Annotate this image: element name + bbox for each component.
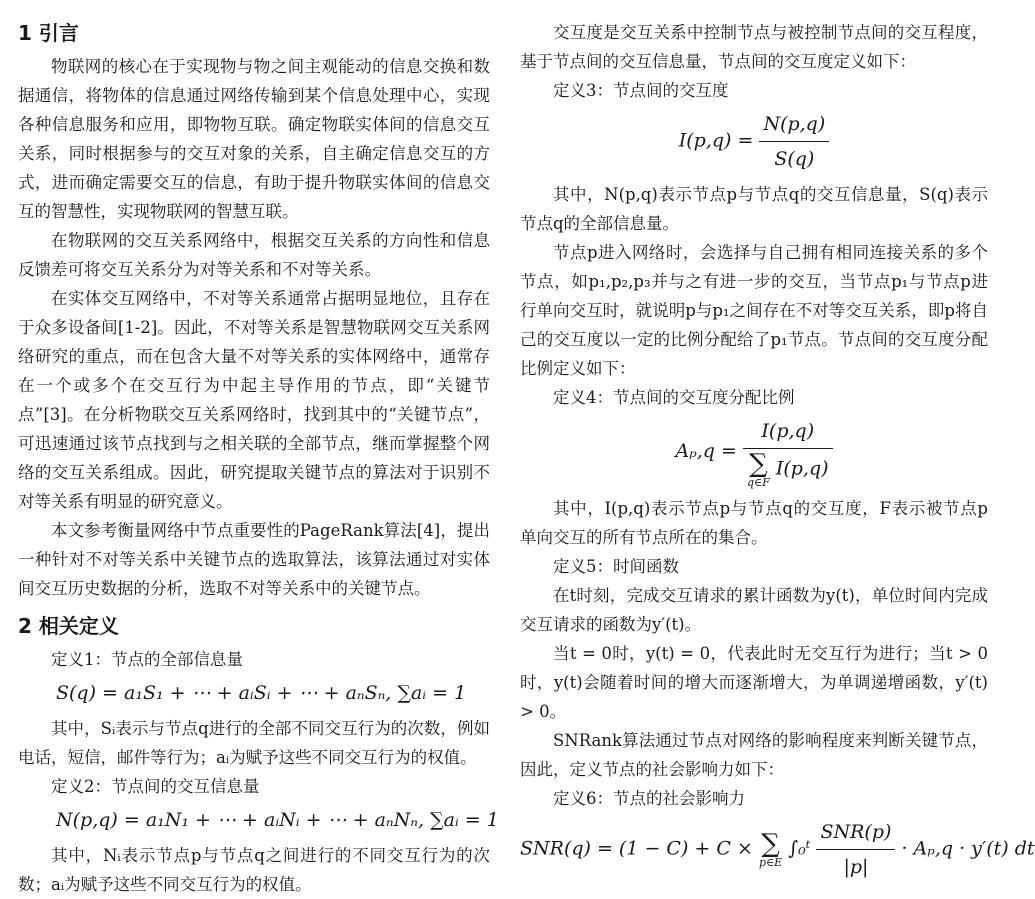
- summation-index: p∈E: [758, 856, 783, 869]
- fraction-denominator: [743, 449, 833, 488]
- paragraph: 其中，Sᵢ表示与节点q进行的全部不同交互行为的次数，例如电话，短信，邮件等行为；aᵢ为赋予这些不同交互行为的权值。: [18, 719, 490, 767]
- definition-title: 定义4：节点间的交互度分配比例: [553, 388, 795, 407]
- equation-lhs: I(p,q) =: [678, 129, 754, 152]
- paragraph: 当t = 0时，y(t) = 0，代表此时无交互行为进行；当t > 0时，y(t)会随着时间的增大而逐渐增大，为单调递增函数，y′(t) > 0。: [520, 644, 988, 721]
- summation-sign: ∑: [761, 829, 780, 859]
- definition-title: 定义6：节点的社会影响力: [553, 789, 745, 808]
- definition-title: 定义2：节点间的交互信息量: [51, 777, 260, 796]
- equation-interaction-information: N(p,q) = a₁N₁ + ⋯ + aᵢNᵢ + ⋯ + aₙNₙ, ∑aᵢ = 1: [56, 809, 499, 831]
- right-column: [520, 18, 1035, 888]
- fraction: [816, 817, 895, 882]
- paragraph: 在物联网的交互关系网络中，根据交互关系的方向性和信息反馈差可将交互关系分为对等关系和不对等关系。: [18, 231, 490, 279]
- paragraph: 物联网的核心在于实现物与物之间主观能动的信息交换和数据通信，将物体的信息通过网络传输到某个信息处理中心，实现各种信息服务和应用，即物物互联。确定物联实体间的信息交互关系，同时根据参与的交互对象的关系，自主确定信息交互的方式，进而确定需要交互的信息，有助于提升物联实体间的信息交互的智慧性，实现物联网的智慧互联。: [18, 57, 490, 221]
- equation-interaction-degree: [520, 109, 988, 174]
- section-heading-definitions: 2 相关定义: [18, 614, 119, 638]
- definition-title: 定义1：节点的全部信息量: [51, 650, 243, 669]
- summation-index: q∈F: [746, 476, 770, 489]
- left-column: [18, 18, 499, 899]
- equation-tail: · Aₚ,q · y′(t) dt: [901, 837, 1035, 860]
- paragraph: 其中，N(p,q)表示节点p与节点q的交互信息量，S(q)表示节点q的全部信息量。: [520, 185, 988, 233]
- paragraph: 其中，I(p,q)表示节点p与节点q的交互度，F表示被节点p单向交互的所有节点所在的集合。: [520, 499, 988, 547]
- equation-allocation-ratio: [520, 416, 988, 488]
- paragraph: 在t时刻，完成交互请求的累计函数为y(t)，单位时间内完成交互请求的函数为y′(t)。: [520, 586, 988, 634]
- equation-total-information: S(q) = a₁S₁ + ⋯ + aᵢSᵢ + ⋯ + aₙSₙ, ∑aᵢ = 1: [56, 682, 467, 704]
- definition-title: 定义5：时间函数: [553, 557, 679, 576]
- fraction-denominator: |p|: [843, 856, 869, 878]
- definition-title: 定义3：节点间的交互度: [553, 81, 729, 100]
- integral: ∫₀ᵗ: [788, 837, 811, 860]
- fraction: [759, 109, 829, 174]
- fraction-numerator: I(p,q): [743, 416, 833, 449]
- paragraph: 交互度是交互关系中控制节点与被控制节点间的交互程度，基于节点间的交互信息量，节点间的交互度定义如下：: [520, 23, 988, 71]
- paragraph: 本文参考衡量网络中节点重要性的PageRank算法[4]，提出一种针对不对等关系中关键节点的选取算法，该算法通过对实体间交互历史数据的分析，选取不对等关系中的关键节点。: [18, 521, 490, 598]
- fraction-denominator: S(q): [774, 148, 815, 170]
- fraction: [743, 416, 833, 488]
- equation-social-influence: [520, 817, 1035, 882]
- paragraph: 节点p进入网络时，会选择与自己拥有相同连接关系的多个节点，如p₁,p₂,p₃并与之有进一步的交互，当节点p₁与节点p进行单向交互时，就说明p与p₁之间存在不对等交互关系，即p将自己的交互度以一定的比例分配给了p₁节点。节点间的交互度分配比例定义如下：: [520, 243, 988, 378]
- paragraph: 在实体交互网络中，不对等关系通常占据明显地位，且存在于众多设备间[1-2]。因此，不对等关系是智慧物联网交互关系网络研究的重点，而在包含大量不对等关系的实体网络中，通常存在一个或多个在交互行为中起主导作用的节点，即“关键节点”[3]。在分析物联交互关系网络时，找到其中的“关键节点”，可迅速通过该节点找到与之相关联的全部节点，继而掌握整个网络的交互关系组成。因此，研究提取关键节点的算法对于识别不对等关系有明显的研究意义。: [18, 289, 490, 511]
- equation-lhs: SNR(q) = (1 − C) + C ×: [520, 837, 753, 860]
- summation: [759, 831, 782, 868]
- paragraph: SNRank算法通过节点对网络的影响程度来判断关键节点，因此，定义节点的社会影响力如下：: [520, 731, 988, 779]
- fraction-numerator: SNR(p): [816, 817, 895, 850]
- section-heading-introduction: 1 引言: [18, 21, 79, 45]
- summation-sign: ∑: [749, 449, 768, 479]
- summation-term: I(p,q): [775, 457, 829, 480]
- equation-lhs: Aₚ,q =: [675, 440, 737, 462]
- paragraph: 其中，Nᵢ表示节点p与节点q之间进行的不同交互行为的次数；aᵢ为赋予这些不同交互行为的权值。: [18, 846, 490, 894]
- summation: [747, 451, 770, 488]
- fraction-numerator: N(p,q): [759, 109, 829, 142]
